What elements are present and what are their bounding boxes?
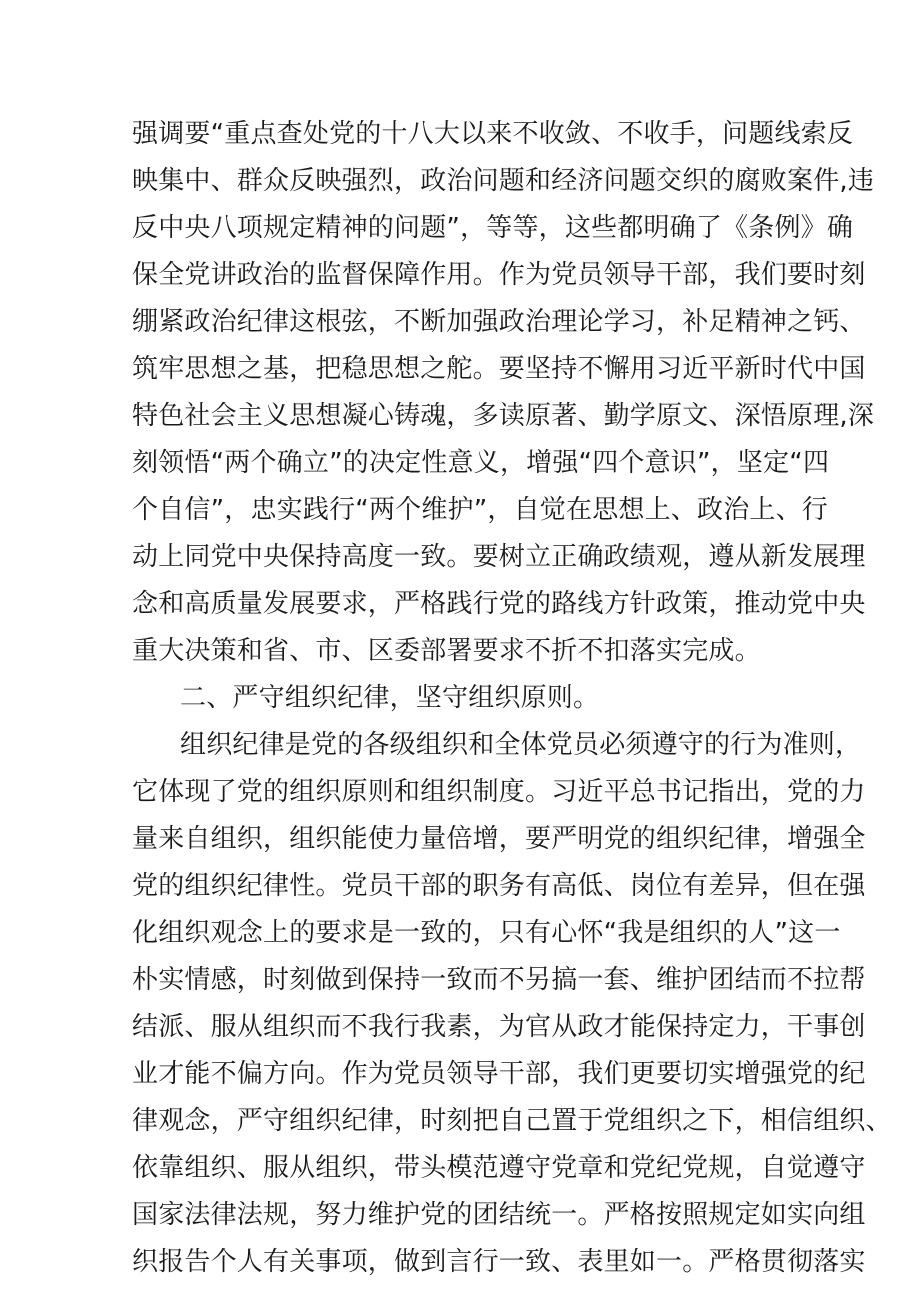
section-heading: 二、严守组织纪律，坚守组织原则。 [180, 683, 600, 713]
body-text-line: 它体现了党的组织原则和组织制度。习近平总书记指出，党的力 [132, 777, 866, 807]
body-text-line: 映集中、群众反映强烈，政治问题和经济问题交织的腐败案件,违 [132, 166, 875, 196]
body-text-line: 量来自组织，组织能使力量倍增，要严明党的组织纪律，增强全 [132, 824, 866, 854]
body-text-line: 个自信”，忠实践行“两个维护”，自觉在思想上、政治上、行 [132, 495, 829, 525]
body-text-line: 强调要“重点查处党的十八大以来不收敛、不收手，问题线索反 [132, 119, 854, 149]
body-text-line: 动上同党中央保持高度一致。要树立正确政绩观，遵从新发展理 [132, 542, 866, 572]
body-text-line: 织报告个人有关事项，做到言行一致、表里如一。严格贯彻落实 [132, 1247, 866, 1277]
body-text-line: 特色社会主义思想凝心铸魂，多读原著、勤学原文、深悟原理,深 [132, 401, 875, 431]
body-text-line: 业才能不偏方向。作为党员领导干部，我们更要切实增强党的纪 [132, 1059, 866, 1089]
body-text-line: 党的组织纪律性。党员干部的职务有高低、岗位有差异，但在强 [132, 871, 866, 901]
body-text-line: 朴实情感，时刻做到保持一致而不另搞一套、维护团结而不拉帮 [132, 965, 866, 995]
body-text-line: 绷紧政治纪律这根弦，不断加强政治理论学习，补足精神之钙、 [132, 307, 866, 337]
body-text-line: 筑牢思想之基，把稳思想之舵。要坚持不懈用习近平新时代中国 [132, 354, 866, 384]
body-text-line: 反中央八项规定精神的问题”，等等，这些都明确了《条例》确 [132, 213, 854, 243]
body-text-line: 结派、服从组织而不我行我素，为官从政才能保持定力，干事创 [132, 1012, 866, 1042]
body-text-line: 重大决策和省、市、区委部署要求不折不扣落实完成。 [132, 636, 761, 666]
body-text-line: 念和高质量发展要求，严格践行党的路线方针政策，推动党中央 [132, 589, 866, 619]
body-text-line: 国家法律法规，努力维护党的团结统一。严格按照规定如实向组 [132, 1200, 866, 1230]
body-text-line: 保全党讲政治的监督保障作用。作为党员领导干部，我们要时刻 [132, 260, 866, 290]
body-text-line: 组织纪律是党的各级组织和全体党员必须遵守的行为准则， [180, 730, 862, 760]
body-text-line: 化组织观念上的要求是一致的，只有心怀“我是组织的人”这一 [132, 918, 841, 948]
body-text-line: 刻领悟“两个确立”的决定性意义，增强“四个意识”，坚定“四 [132, 448, 830, 478]
body-text-line: 律观念，严守组织纪律，时刻把自己置于党组织之下，相信组织、 [132, 1106, 892, 1136]
body-text-line: 依靠组织、服从组织，带头模范遵守党章和党纪党规，自觉遵守 [132, 1153, 866, 1183]
